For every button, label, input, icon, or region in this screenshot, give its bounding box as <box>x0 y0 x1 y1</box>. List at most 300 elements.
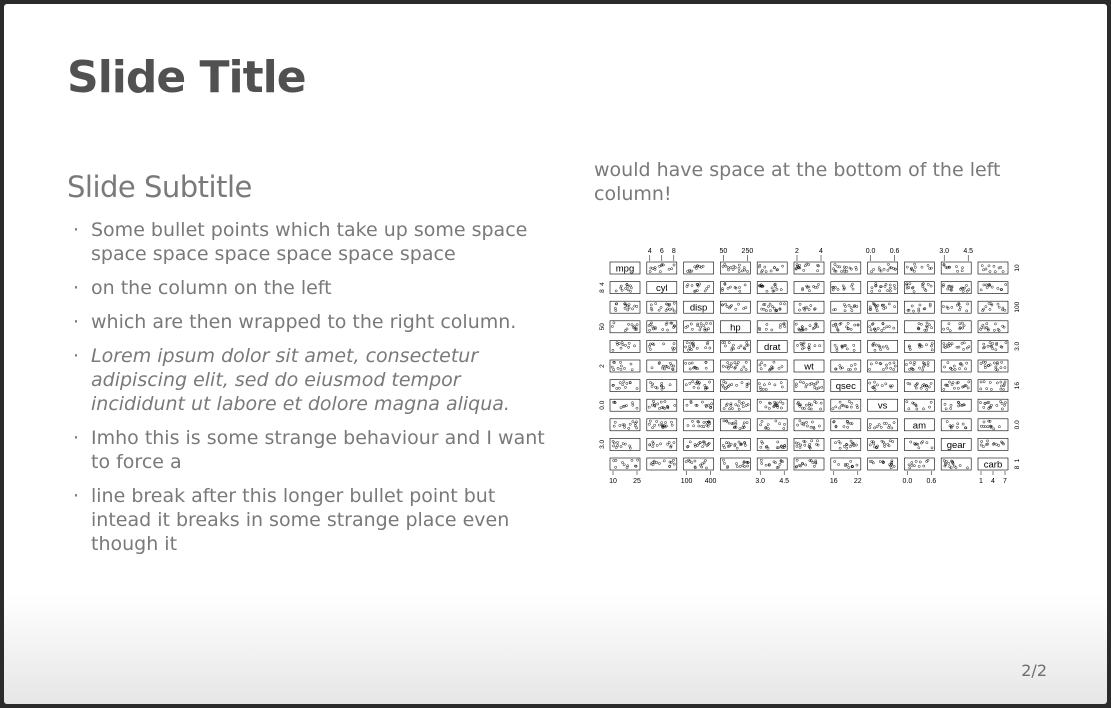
data-point <box>1000 385 1002 387</box>
data-point <box>850 460 852 462</box>
data-point <box>918 465 920 467</box>
data-point <box>704 443 706 445</box>
data-point <box>947 327 949 329</box>
data-point <box>989 341 991 343</box>
data-point <box>746 465 748 467</box>
data-point <box>652 461 654 463</box>
panel-box <box>794 380 824 392</box>
data-point <box>883 445 885 447</box>
data-point <box>760 368 762 370</box>
data-point <box>636 407 638 409</box>
data-point <box>925 344 927 346</box>
data-point <box>689 368 691 370</box>
tick-label: 400 <box>704 478 717 485</box>
data-point <box>955 266 957 268</box>
data-point <box>631 369 633 371</box>
data-point <box>737 405 739 407</box>
data-point <box>775 420 777 422</box>
data-point <box>980 425 982 427</box>
data-point <box>657 403 659 405</box>
tick-label: 3.0 <box>1014 341 1021 351</box>
data-point <box>799 446 801 448</box>
data-point <box>722 444 724 446</box>
data-point <box>745 361 747 363</box>
data-point <box>738 400 740 402</box>
panel-box <box>794 301 824 313</box>
data-point <box>728 365 730 367</box>
data-point <box>870 363 872 365</box>
data-point <box>727 367 729 369</box>
bullet-dot-icon: · <box>73 219 80 241</box>
data-point <box>809 383 811 385</box>
bullet-dot-icon: · <box>73 485 80 507</box>
data-point <box>930 285 932 287</box>
data-point <box>655 303 657 305</box>
panel-box <box>757 438 787 450</box>
data-point <box>722 365 724 367</box>
data-point <box>915 387 917 389</box>
data-point <box>743 466 745 468</box>
data-point <box>626 382 628 384</box>
data-point <box>962 348 964 350</box>
data-point <box>848 400 850 402</box>
data-point <box>873 381 875 383</box>
data-point <box>847 426 849 428</box>
data-point <box>622 424 624 426</box>
data-point <box>869 368 871 370</box>
data-point <box>812 462 814 464</box>
data-point <box>628 342 630 344</box>
data-point <box>926 442 928 444</box>
data-point <box>695 382 697 384</box>
data-point <box>736 384 738 386</box>
data-point <box>1005 342 1007 344</box>
data-point <box>805 404 807 406</box>
data-point <box>735 404 737 406</box>
data-point <box>795 383 797 385</box>
data-point <box>723 407 725 409</box>
data-point <box>722 265 724 267</box>
data-point <box>783 423 785 425</box>
data-point <box>914 266 916 268</box>
data-point <box>620 407 622 409</box>
data-point <box>911 461 913 463</box>
data-point <box>797 442 799 444</box>
data-point <box>761 308 763 310</box>
data-point <box>773 307 775 309</box>
data-point <box>837 463 839 465</box>
data-point <box>887 263 889 265</box>
data-point <box>889 362 891 364</box>
panel-box <box>757 301 787 313</box>
data-point <box>744 269 746 271</box>
data-point <box>926 322 928 324</box>
data-point <box>629 423 631 425</box>
data-point <box>670 461 672 463</box>
slide <box>4 4 1107 704</box>
data-point <box>723 462 725 464</box>
bullet-item: · line break after this longer bullet point but intead it breaks in some strange place even though it <box>73 485 510 555</box>
data-point <box>779 423 781 425</box>
data-point <box>957 423 959 425</box>
data-point <box>997 287 999 289</box>
tick-label: 10 <box>609 478 617 485</box>
data-point <box>803 269 805 271</box>
data-point <box>765 464 767 466</box>
data-point <box>738 286 740 288</box>
data-point <box>1003 388 1005 390</box>
data-point <box>745 307 747 309</box>
data-point <box>658 424 660 426</box>
data-point <box>685 326 687 328</box>
data-point <box>687 424 689 426</box>
data-point <box>621 461 623 463</box>
data-point <box>690 400 692 402</box>
data-point <box>724 345 726 347</box>
data-point <box>844 305 846 307</box>
data-point <box>746 422 748 424</box>
data-point <box>980 388 982 390</box>
data-point <box>627 309 629 311</box>
data-point <box>734 443 736 445</box>
data-point <box>743 267 745 269</box>
variable-label: vs <box>877 400 888 412</box>
data-point <box>913 290 915 292</box>
data-point <box>987 345 989 347</box>
data-point <box>663 387 665 389</box>
data-point <box>671 268 673 270</box>
data-point <box>946 421 948 423</box>
data-point <box>728 341 730 343</box>
tick-label: 1 <box>979 478 983 485</box>
data-point <box>996 362 998 364</box>
bullet-item: · Lorem ipsum dolor sit amet, consectetur adipiscing elit, sed do eiusmod tempor incididunt ut labore et dolore magna aliqua. <box>73 345 510 415</box>
data-point <box>739 290 741 292</box>
data-point <box>909 467 911 469</box>
data-point <box>649 420 651 422</box>
data-point <box>685 461 687 463</box>
data-point <box>962 290 964 292</box>
data-point <box>624 330 626 332</box>
data-point <box>947 362 949 364</box>
data-point <box>835 406 837 408</box>
data-point <box>873 427 875 429</box>
data-point <box>760 446 762 448</box>
data-point <box>783 303 785 305</box>
data-point <box>987 426 989 428</box>
panel-box <box>978 262 1008 274</box>
data-point <box>649 270 651 272</box>
data-point <box>1004 381 1006 383</box>
data-point <box>615 309 617 311</box>
data-point <box>779 326 781 328</box>
data-point <box>768 383 770 385</box>
data-point <box>930 382 932 384</box>
tick-label: 0.0 <box>902 478 913 485</box>
data-point <box>721 384 723 386</box>
data-point <box>669 309 671 311</box>
data-point <box>832 268 834 270</box>
data-point <box>795 385 797 387</box>
data-point <box>947 288 949 290</box>
data-point <box>820 402 822 404</box>
tick-label: 50 <box>599 323 606 331</box>
data-point <box>649 348 651 350</box>
data-point <box>958 367 960 369</box>
data-point <box>961 270 963 272</box>
data-point <box>837 265 839 267</box>
data-point <box>840 270 842 272</box>
data-point <box>663 460 665 462</box>
data-point <box>636 387 638 389</box>
data-point <box>982 324 984 326</box>
data-point <box>808 343 810 345</box>
data-point <box>846 270 848 272</box>
data-point <box>673 365 675 367</box>
tick-label: 4 <box>647 248 652 255</box>
bullet-item: · on the column on the left <box>73 277 332 299</box>
data-point <box>850 306 852 308</box>
data-point <box>986 286 988 288</box>
data-point <box>918 447 920 449</box>
data-point <box>876 384 878 386</box>
data-point <box>704 388 706 390</box>
data-point <box>995 366 997 368</box>
data-point <box>992 342 994 344</box>
data-point <box>741 270 743 272</box>
tick-label: 8 <box>1014 465 1021 470</box>
slide-title: Slide Title <box>67 52 306 103</box>
data-point <box>980 289 982 291</box>
data-point <box>908 408 910 410</box>
data-point <box>795 442 797 444</box>
data-point <box>991 345 993 347</box>
panel-box <box>757 458 787 470</box>
data-point <box>656 444 658 446</box>
data-point <box>673 264 675 266</box>
data-point <box>616 387 618 389</box>
data-point <box>705 467 707 469</box>
bullet-item: · Some bullet points which take up some space space space space space space space <box>73 219 528 265</box>
data-point <box>710 403 712 405</box>
data-point <box>618 387 620 389</box>
data-point <box>738 408 740 410</box>
data-point <box>922 366 924 368</box>
data-point <box>850 328 852 330</box>
data-point <box>723 381 725 383</box>
variable-label: cyl <box>655 283 668 295</box>
data-point <box>835 326 837 328</box>
panel-box <box>720 262 750 274</box>
data-point <box>671 424 673 426</box>
data-point <box>730 366 732 368</box>
tick-label: 4.5 <box>963 248 974 255</box>
data-point <box>652 400 654 402</box>
data-point <box>745 368 747 370</box>
data-point <box>874 349 876 351</box>
data-point <box>924 364 926 366</box>
data-point <box>872 462 874 464</box>
data-point <box>623 426 625 428</box>
data-point <box>869 306 871 308</box>
data-point <box>615 290 617 292</box>
data-point <box>725 265 727 267</box>
data-point <box>629 445 631 447</box>
data-point <box>1004 309 1006 311</box>
data-point <box>1004 402 1006 404</box>
data-point <box>764 266 766 268</box>
data-point <box>989 406 991 408</box>
data-point <box>758 383 760 385</box>
data-point <box>744 284 746 286</box>
data-point <box>778 367 780 369</box>
data-point <box>701 425 703 427</box>
data-point <box>729 384 731 386</box>
tick-label: 100 <box>680 478 693 485</box>
data-point <box>776 288 778 290</box>
data-point <box>622 384 624 386</box>
panel-box <box>978 438 1008 450</box>
data-point <box>846 348 848 350</box>
data-point <box>910 362 912 364</box>
data-point <box>650 304 652 306</box>
data-point <box>891 385 893 387</box>
continued-text: would have space at the bottom of the left column! <box>594 159 1001 205</box>
data-point <box>624 344 626 346</box>
data-point <box>985 284 987 286</box>
data-point <box>922 369 924 371</box>
data-point <box>747 403 749 405</box>
data-point <box>773 361 775 363</box>
tick-label: 7 <box>1003 478 1007 485</box>
data-point <box>811 421 813 423</box>
data-point <box>738 267 740 269</box>
data-point <box>774 284 776 286</box>
data-point <box>891 427 893 429</box>
data-point <box>726 305 728 307</box>
data-point <box>620 347 622 349</box>
data-point <box>888 424 890 426</box>
data-point <box>744 444 746 446</box>
data-point <box>918 323 920 325</box>
data-point <box>893 362 895 364</box>
data-point <box>870 329 872 331</box>
data-point <box>654 424 656 426</box>
data-point <box>740 369 742 371</box>
data-point <box>994 271 996 273</box>
data-point <box>673 310 675 312</box>
data-point <box>819 408 821 410</box>
data-point <box>927 364 929 366</box>
panel-box <box>941 282 971 294</box>
data-point <box>742 427 744 429</box>
data-point <box>852 288 854 290</box>
data-point <box>851 402 853 404</box>
data-point <box>887 269 889 271</box>
data-point <box>805 328 807 330</box>
data-point <box>848 466 850 468</box>
data-point <box>631 402 633 404</box>
data-point <box>806 425 808 427</box>
data-point <box>992 348 994 350</box>
data-point <box>805 464 807 466</box>
data-point <box>998 426 1000 428</box>
data-point <box>662 328 664 330</box>
data-point <box>700 323 702 325</box>
tick-label: 4.5 <box>779 478 790 485</box>
data-point <box>771 287 773 289</box>
data-point <box>981 265 983 267</box>
data-point <box>771 305 773 307</box>
data-point <box>869 326 871 328</box>
data-point <box>832 408 834 410</box>
data-point <box>759 329 761 331</box>
data-point <box>950 404 952 406</box>
data-point <box>845 326 847 328</box>
pairs-plot-svg <box>600 244 1030 494</box>
data-point <box>995 344 997 346</box>
data-point <box>648 423 650 425</box>
data-point <box>673 442 675 444</box>
data-point <box>651 367 653 369</box>
data-point <box>928 406 930 408</box>
data-point <box>704 384 706 386</box>
data-point <box>834 442 836 444</box>
data-point <box>765 310 767 312</box>
data-point <box>834 460 836 462</box>
tick-label: 8 <box>599 289 606 293</box>
data-point <box>854 368 856 370</box>
data-point <box>948 323 950 325</box>
variable-label: drat <box>764 341 781 353</box>
data-point <box>613 425 615 427</box>
data-point <box>954 368 956 370</box>
data-point <box>632 421 634 423</box>
data-point <box>913 364 915 366</box>
data-point <box>763 384 765 386</box>
data-point <box>648 329 650 331</box>
data-point <box>771 329 773 331</box>
tick-label: 0.6 <box>926 478 937 485</box>
data-point <box>767 447 769 449</box>
data-point <box>951 343 953 345</box>
data-point <box>686 446 688 448</box>
data-point <box>765 406 767 408</box>
data-point <box>851 285 853 287</box>
data-point <box>1001 402 1003 404</box>
data-point <box>996 404 998 406</box>
data-point <box>700 326 702 328</box>
panel-box <box>868 282 898 294</box>
panel-box <box>941 321 971 333</box>
data-point <box>619 424 621 426</box>
tick-label: 0.0 <box>865 248 876 255</box>
data-point <box>979 401 981 403</box>
data-point <box>988 265 990 267</box>
data-point <box>703 325 705 327</box>
bullet-dot-icon: · <box>73 345 80 367</box>
data-point <box>966 467 968 469</box>
data-point <box>948 462 950 464</box>
data-point <box>843 445 845 447</box>
data-point <box>847 322 849 324</box>
data-point <box>637 459 639 461</box>
data-point <box>688 345 690 347</box>
tick-label: 6 <box>659 248 664 255</box>
data-point <box>624 307 626 309</box>
panel-box <box>941 262 971 274</box>
data-point <box>1002 270 1004 272</box>
